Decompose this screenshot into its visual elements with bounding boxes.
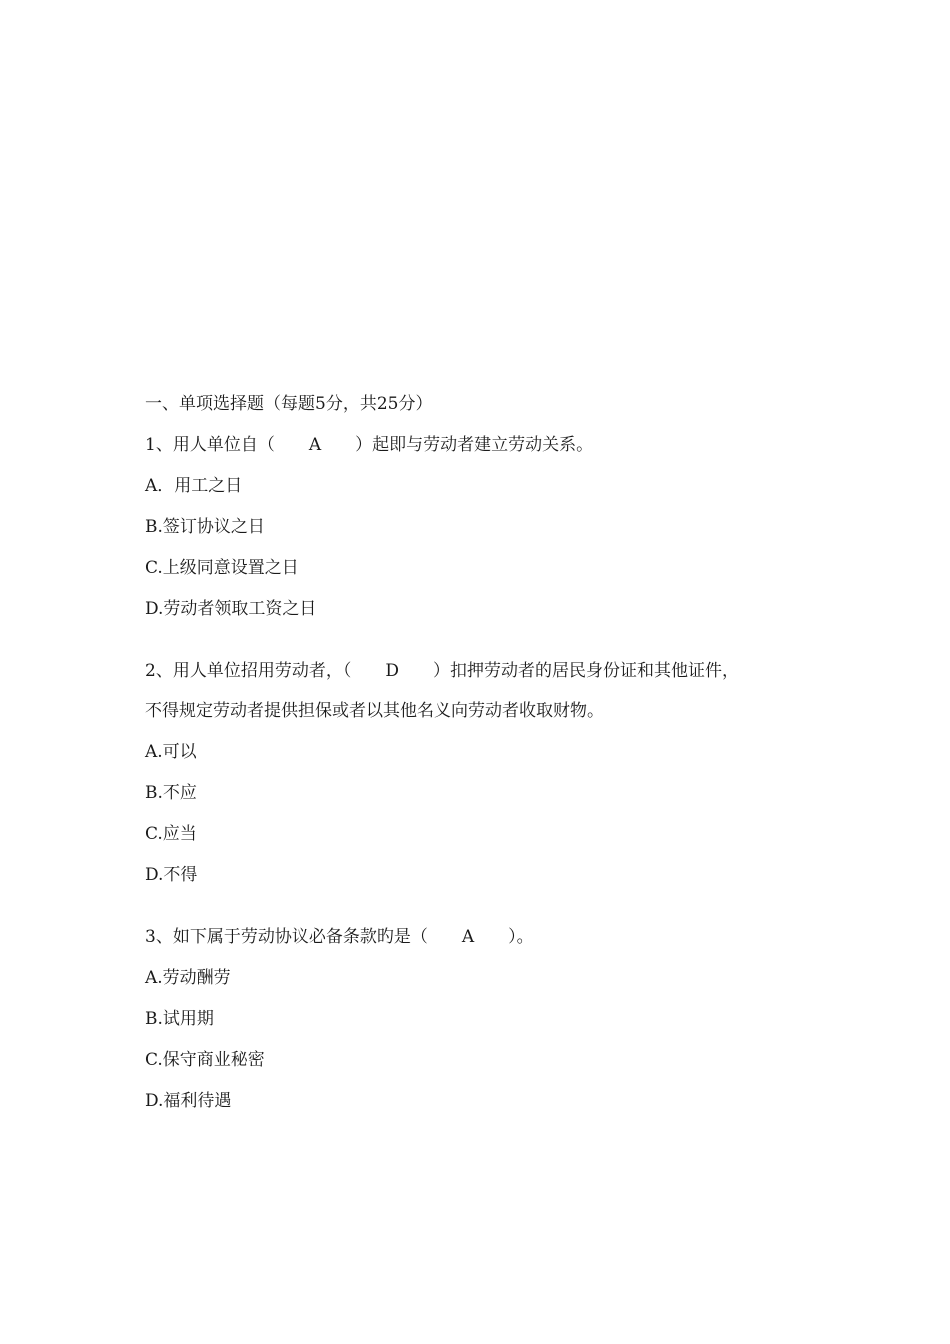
question-2-stem-line-1: 2、用人单位招用劳动者，（ D ）扣押劳动者的居民身份证和其他证件， <box>145 661 739 681</box>
question-1-option-c: C.上级同意设置之日 <box>145 558 299 578</box>
question-2-option-c: C.应当 <box>145 824 197 844</box>
question-3-option-b: B.试用期 <box>145 1009 214 1029</box>
question-2-option-a: A.可以 <box>145 742 197 762</box>
question-2-option-d: D.不得 <box>145 865 198 885</box>
question-3-stem: 3、如下属于劳动协议必备条款旳是（ A ）。 <box>145 927 534 947</box>
question-1-option-b: B.签订协议之日 <box>145 517 265 537</box>
question-3-option-c: C.保守商业秘密 <box>145 1050 265 1070</box>
question-1-stem: 1、用人单位自（ A ）起即与劳动者建立劳动关系。 <box>145 435 594 455</box>
question-1-option-d: D.劳动者领取工资之日 <box>145 599 317 619</box>
question-2-stem-line-2: 不得规定劳动者提供担保或者以其他名义向劳动者收取财物。 <box>145 701 604 721</box>
question-2-option-b: B.不应 <box>145 783 197 803</box>
question-3-option-a: A.劳动酬劳 <box>145 968 231 988</box>
question-3-option-d: D.福利待遇 <box>145 1091 232 1111</box>
exam-content <box>145 392 825 1130</box>
question-1-option-a: A．用工之日 <box>145 476 243 496</box>
section-title: 一、单项选择题（每题5分，共25分） <box>145 394 433 414</box>
question-1 <box>145 433 825 621</box>
question-3 <box>145 925 825 1113</box>
question-2 <box>145 659 825 887</box>
